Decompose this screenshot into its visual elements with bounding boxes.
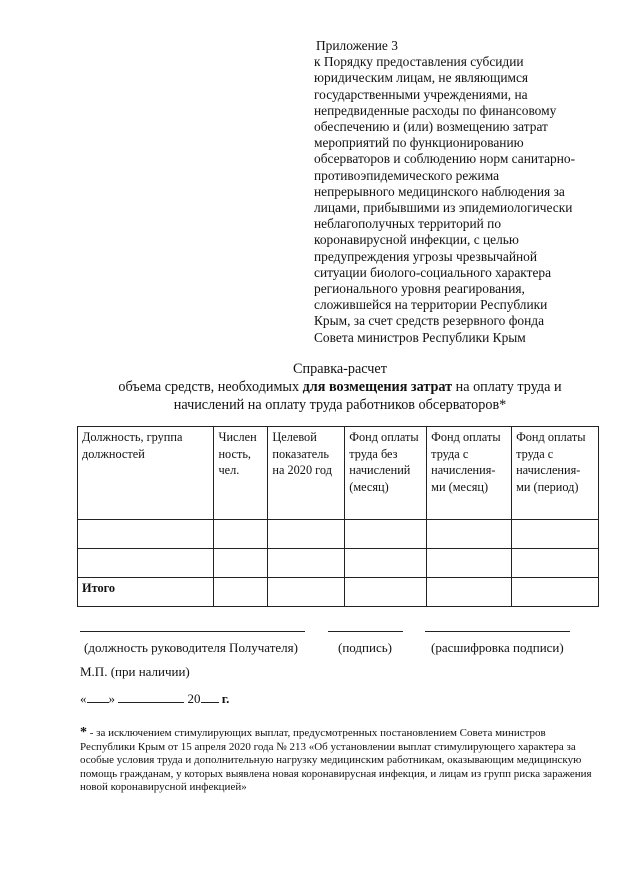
appendix-line: непредвиденные расходы по финансовому: [314, 102, 557, 118]
year-blank[interactable]: [201, 690, 219, 703]
sign-signature-line[interactable]: [328, 631, 403, 632]
appendix-line: лицами, прибывшими из эпидемиологически: [314, 200, 573, 216]
appendix-line: противоэпидемического режима: [314, 167, 500, 183]
table-cell[interactable]: [268, 520, 345, 549]
table-cell[interactable]: [512, 549, 599, 578]
document-subtitle-line2: начислений на оплату труда работников обсерваторов*: [173, 397, 507, 413]
appendix-block: [314, 38, 614, 346]
appendix-line: обсерваторов и соблюдению норм санитарно-: [314, 151, 576, 167]
table-cell[interactable]: [512, 578, 599, 607]
appendix-line: сложившейся на территории Республики: [314, 297, 548, 313]
appendix-line: мероприятий по функционированию: [314, 135, 524, 151]
appendix-line: юридическим лицам, не являющимся: [314, 70, 529, 86]
year-prefix: 20: [187, 691, 201, 706]
table-cell[interactable]: [345, 520, 427, 549]
decode-caption: (расшифровка подписи): [431, 640, 564, 655]
table-row: [78, 549, 599, 578]
table-cell[interactable]: [214, 578, 268, 607]
appendix-line: ситуации биолого-социального характера: [314, 264, 552, 280]
appendix-line: государственными учреждениями, на: [314, 86, 528, 102]
appendix-line: Крым, за счет средств резервного фонда: [314, 313, 545, 329]
decode-signature-line[interactable]: [425, 631, 570, 632]
header-target: Целевой показатель на 2020 год: [268, 427, 345, 520]
total-label: Итого: [78, 578, 214, 607]
document-subtitle-line1: [40, 378, 640, 396]
table-cell[interactable]: [268, 578, 345, 607]
header-fund-period: Фонд оплаты труда с начисления-ми (период): [512, 427, 599, 520]
subtitle-emphasis: для возмещения затрат: [302, 379, 453, 395]
table-cell[interactable]: [214, 549, 268, 578]
table-cell[interactable]: [427, 578, 512, 607]
date-line: [80, 690, 229, 707]
footnote-text: - за исключением стимулирующих выплат, предусмотренных постановлением Совета министров Республики Крым от 15 апреля 2020 года № 213 «Об установлении выплат стимулирующего характера за особые условия труда и дополнительную нагрузку медицинским работникам, оказывающим медицинскую помощь гражданам, у которых выявлена новая коронавирусная инфекция, и лицам из групп риска заражения новой коронавирусной инфекцией»: [80, 727, 592, 794]
footnote: [80, 726, 600, 795]
table-total-row: [78, 578, 599, 607]
table-cell[interactable]: [427, 549, 512, 578]
footnote-mark: *: [80, 725, 87, 740]
appendix-line: неблагополучных территорий по: [314, 216, 502, 232]
appendix-line: Приложение 3: [316, 38, 398, 53]
appendix-line: к Порядку предоставления субсидии: [314, 54, 524, 70]
subtitle-part: на оплату труда и: [452, 379, 562, 395]
stamp-place: М.П. (при наличии): [80, 664, 190, 679]
day-blank[interactable]: [87, 690, 109, 703]
appendix-line: непрерывного медицинского наблюдения за: [314, 183, 565, 199]
sign-caption: (подпись): [338, 640, 392, 655]
document-title: Справка-расчет: [293, 361, 387, 377]
calculation-table: [77, 426, 599, 607]
appendix-line: коронавирусной инфекции, с целью: [314, 232, 519, 248]
table-cell[interactable]: [345, 549, 427, 578]
table-cell[interactable]: [427, 520, 512, 549]
position-signature-line[interactable]: [80, 631, 305, 632]
table-cell[interactable]: [268, 549, 345, 578]
appendix-line: обеспечению и (или) возмещению затрат: [314, 119, 548, 135]
table-row: [78, 520, 599, 549]
header-fund-no-charges: Фонд оплаты труда без начислений (месяц): [345, 427, 427, 520]
table-cell[interactable]: [78, 520, 214, 549]
header-position: Должность, группа должностей: [78, 427, 214, 520]
month-blank[interactable]: [118, 690, 184, 703]
appendix-line: предупреждения угрозы чрезвычайной: [314, 248, 538, 264]
table-cell[interactable]: [345, 578, 427, 607]
year-suffix: г.: [221, 691, 230, 706]
appendix-line: регионального уровня реагирования,: [314, 281, 525, 297]
date-open-quote: «: [80, 691, 87, 706]
subtitle-part: объема средств, необходимых: [118, 379, 303, 395]
date-close-quote: »: [108, 691, 115, 706]
table-cell[interactable]: [512, 520, 599, 549]
table-cell[interactable]: [214, 520, 268, 549]
header-headcount: Числен ность, чел.: [214, 427, 268, 520]
appendix-line: Совета министров Республики Крым: [314, 329, 526, 345]
table-header-row: [78, 427, 599, 520]
position-caption: (должность руководителя Получателя): [84, 640, 298, 655]
header-fund-month: Фонд оплаты труда с начисления-ми (месяц): [427, 427, 512, 520]
table-cell[interactable]: [78, 549, 214, 578]
